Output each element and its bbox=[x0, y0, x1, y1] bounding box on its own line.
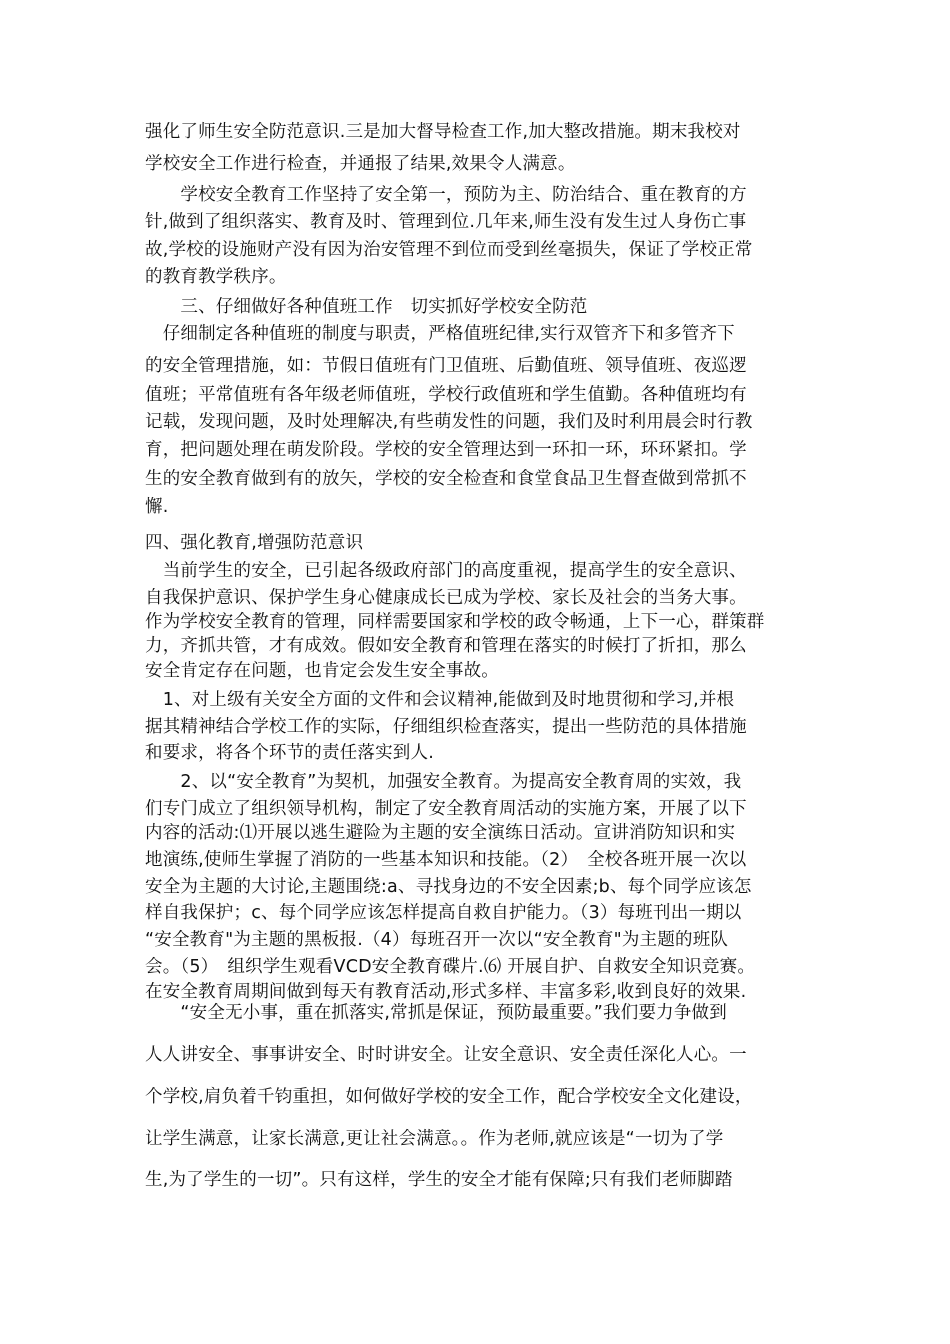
text-line: 人人讲安全、事事讲安全、时时讲安全。让安全意识、安全责任深化人心。一 bbox=[145, 1045, 747, 1065]
text-line: 安全肯定存在问题，也肯定会发生安全事故。 bbox=[145, 661, 499, 681]
text-line: 安全为主题的大讨论,主题围绕:a、寻找身边的不安全因素;b、每个同学应该怎 bbox=[145, 877, 752, 897]
text-line: 记载，发现问题，及时处理解决,有些萌发性的问题，我们及时利用晨会时行教 bbox=[145, 412, 753, 432]
text-line: 会。（5） 组织学生观看VCD安全教育碟片.⑹ 开展自护、自救安全知识竞赛。 bbox=[145, 957, 756, 977]
text-line: “安全无小事，重在抓落实,常抓是保证，预防最重要。”我们要力争做到 bbox=[145, 1003, 727, 1023]
text-line: 在安全教育周期间做到每天有教育活动,形式多样、丰富多彩,收到良好的效果. bbox=[145, 982, 747, 1002]
text-line: 学校安全工作进行检查，并通报了结果,效果令人满意。 bbox=[145, 154, 576, 174]
text-line: 强化了师生安全防范意识.三是加大督导检查工作,加大整改措施。期末我校对 bbox=[145, 122, 741, 142]
text-line: 作为学校安全教育的管理，同样需要国家和学校的政令畅通，上下一心，群策群 bbox=[145, 612, 765, 632]
text-line: 当前学生的安全，已引起各级政府部门的高度重视，提高学生的安全意识、 bbox=[145, 561, 747, 581]
section-heading: 四、强化教育,增强防范意识 bbox=[145, 533, 364, 553]
text-line: 地演练,使师生掌握了消防的一些基本知识和技能。（2） 全校各班开展一次以 bbox=[145, 850, 747, 870]
text-line: 仔细制定各种值班的制度与职责，严格值班纪律,实行双管齐下和多管齐下 bbox=[145, 324, 735, 344]
text-line: 的安全管理措施，如：节假日值班有门卫值班、后勤值班、领导值班、夜巡逻 bbox=[145, 356, 747, 376]
text-line: 生的安全教育做到有的放矢，学校的安全检查和食堂食品卫生督查做到常抓不 bbox=[145, 469, 747, 489]
text-line: 自我保护意识、保护学生身心健康成长已成为学校、家长及社会的当务大事。 bbox=[145, 588, 747, 608]
text-line: 育，把问题处理在萌发阶段。学校的安全管理达到一环扣一环，环环紧扣。学 bbox=[145, 440, 747, 460]
text-line: 懈. bbox=[145, 497, 169, 517]
text-line: 们专门成立了组织领导机构，制定了安全教育周活动的实施方案，开展了以下 bbox=[145, 799, 747, 819]
text-line: “安全教育"为主题的黑板报.（4）每班召开一次以“安全教育"为主题的班队 bbox=[145, 930, 729, 950]
text-line: 力，齐抓共管，才有成效。假如安全教育和管理在落实的时候打了折扣，那么 bbox=[145, 636, 747, 656]
text-line: 生,为了学生的一切”。只有这样，学生的安全才能有保障;只有我们老师脚踏 bbox=[145, 1170, 733, 1190]
text-line: 值班；平常值班有各年级老师值班，学校行政值班和学生值勤。各种值班均有 bbox=[145, 385, 747, 405]
text-line: 故,学校的设施财产没有因为治安管理不到位而受到丝毫损失，保证了学校正常 bbox=[145, 240, 753, 260]
text-line: 让学生满意，让家长满意,更让社会满意。。作为老师,就应该是“一切为了学 bbox=[145, 1129, 724, 1149]
text-line: 个学校,肩负着千钧重担，如何做好学校的安全工作，配合学校安全文化建设， bbox=[145, 1087, 753, 1107]
text-line: 据其精神结合学校工作的实际，仔细组织检查落实，提出一些防范的具体措施 bbox=[145, 717, 747, 737]
text-line: 学校安全教育工作坚持了安全第一，预防为主、防治结合、重在教育的方 bbox=[145, 185, 747, 205]
text-line: 1、对上级有关安全方面的文件和会议精神,能做到及时地贯彻和学习,并根 bbox=[145, 690, 735, 710]
text-line: 内容的活动:⑴开展以逃生避险为主题的安全演练日活动。宣讲消防知识和实 bbox=[145, 823, 736, 843]
text-line: 2、以“安全教育”为契机，加强安全教育。为提高安全教育周的实效，我 bbox=[145, 772, 742, 792]
text-line: 的教育教学秩序。 bbox=[145, 267, 287, 287]
text-line: 样自我保护；c、每个同学应该怎样提高自救自护能力。（3）每班刊出一期以 bbox=[145, 903, 742, 923]
text-line: 和要求，将各个环节的责任落实到人. bbox=[145, 743, 434, 763]
section-heading: 三、仔细做好各种值班工作 切实抓好学校安全防范 bbox=[145, 297, 588, 317]
text-line: 针,做到了组织落实、教育及时、管理到位.几年来,师生没有发生过人身伤亡事 bbox=[145, 212, 747, 232]
